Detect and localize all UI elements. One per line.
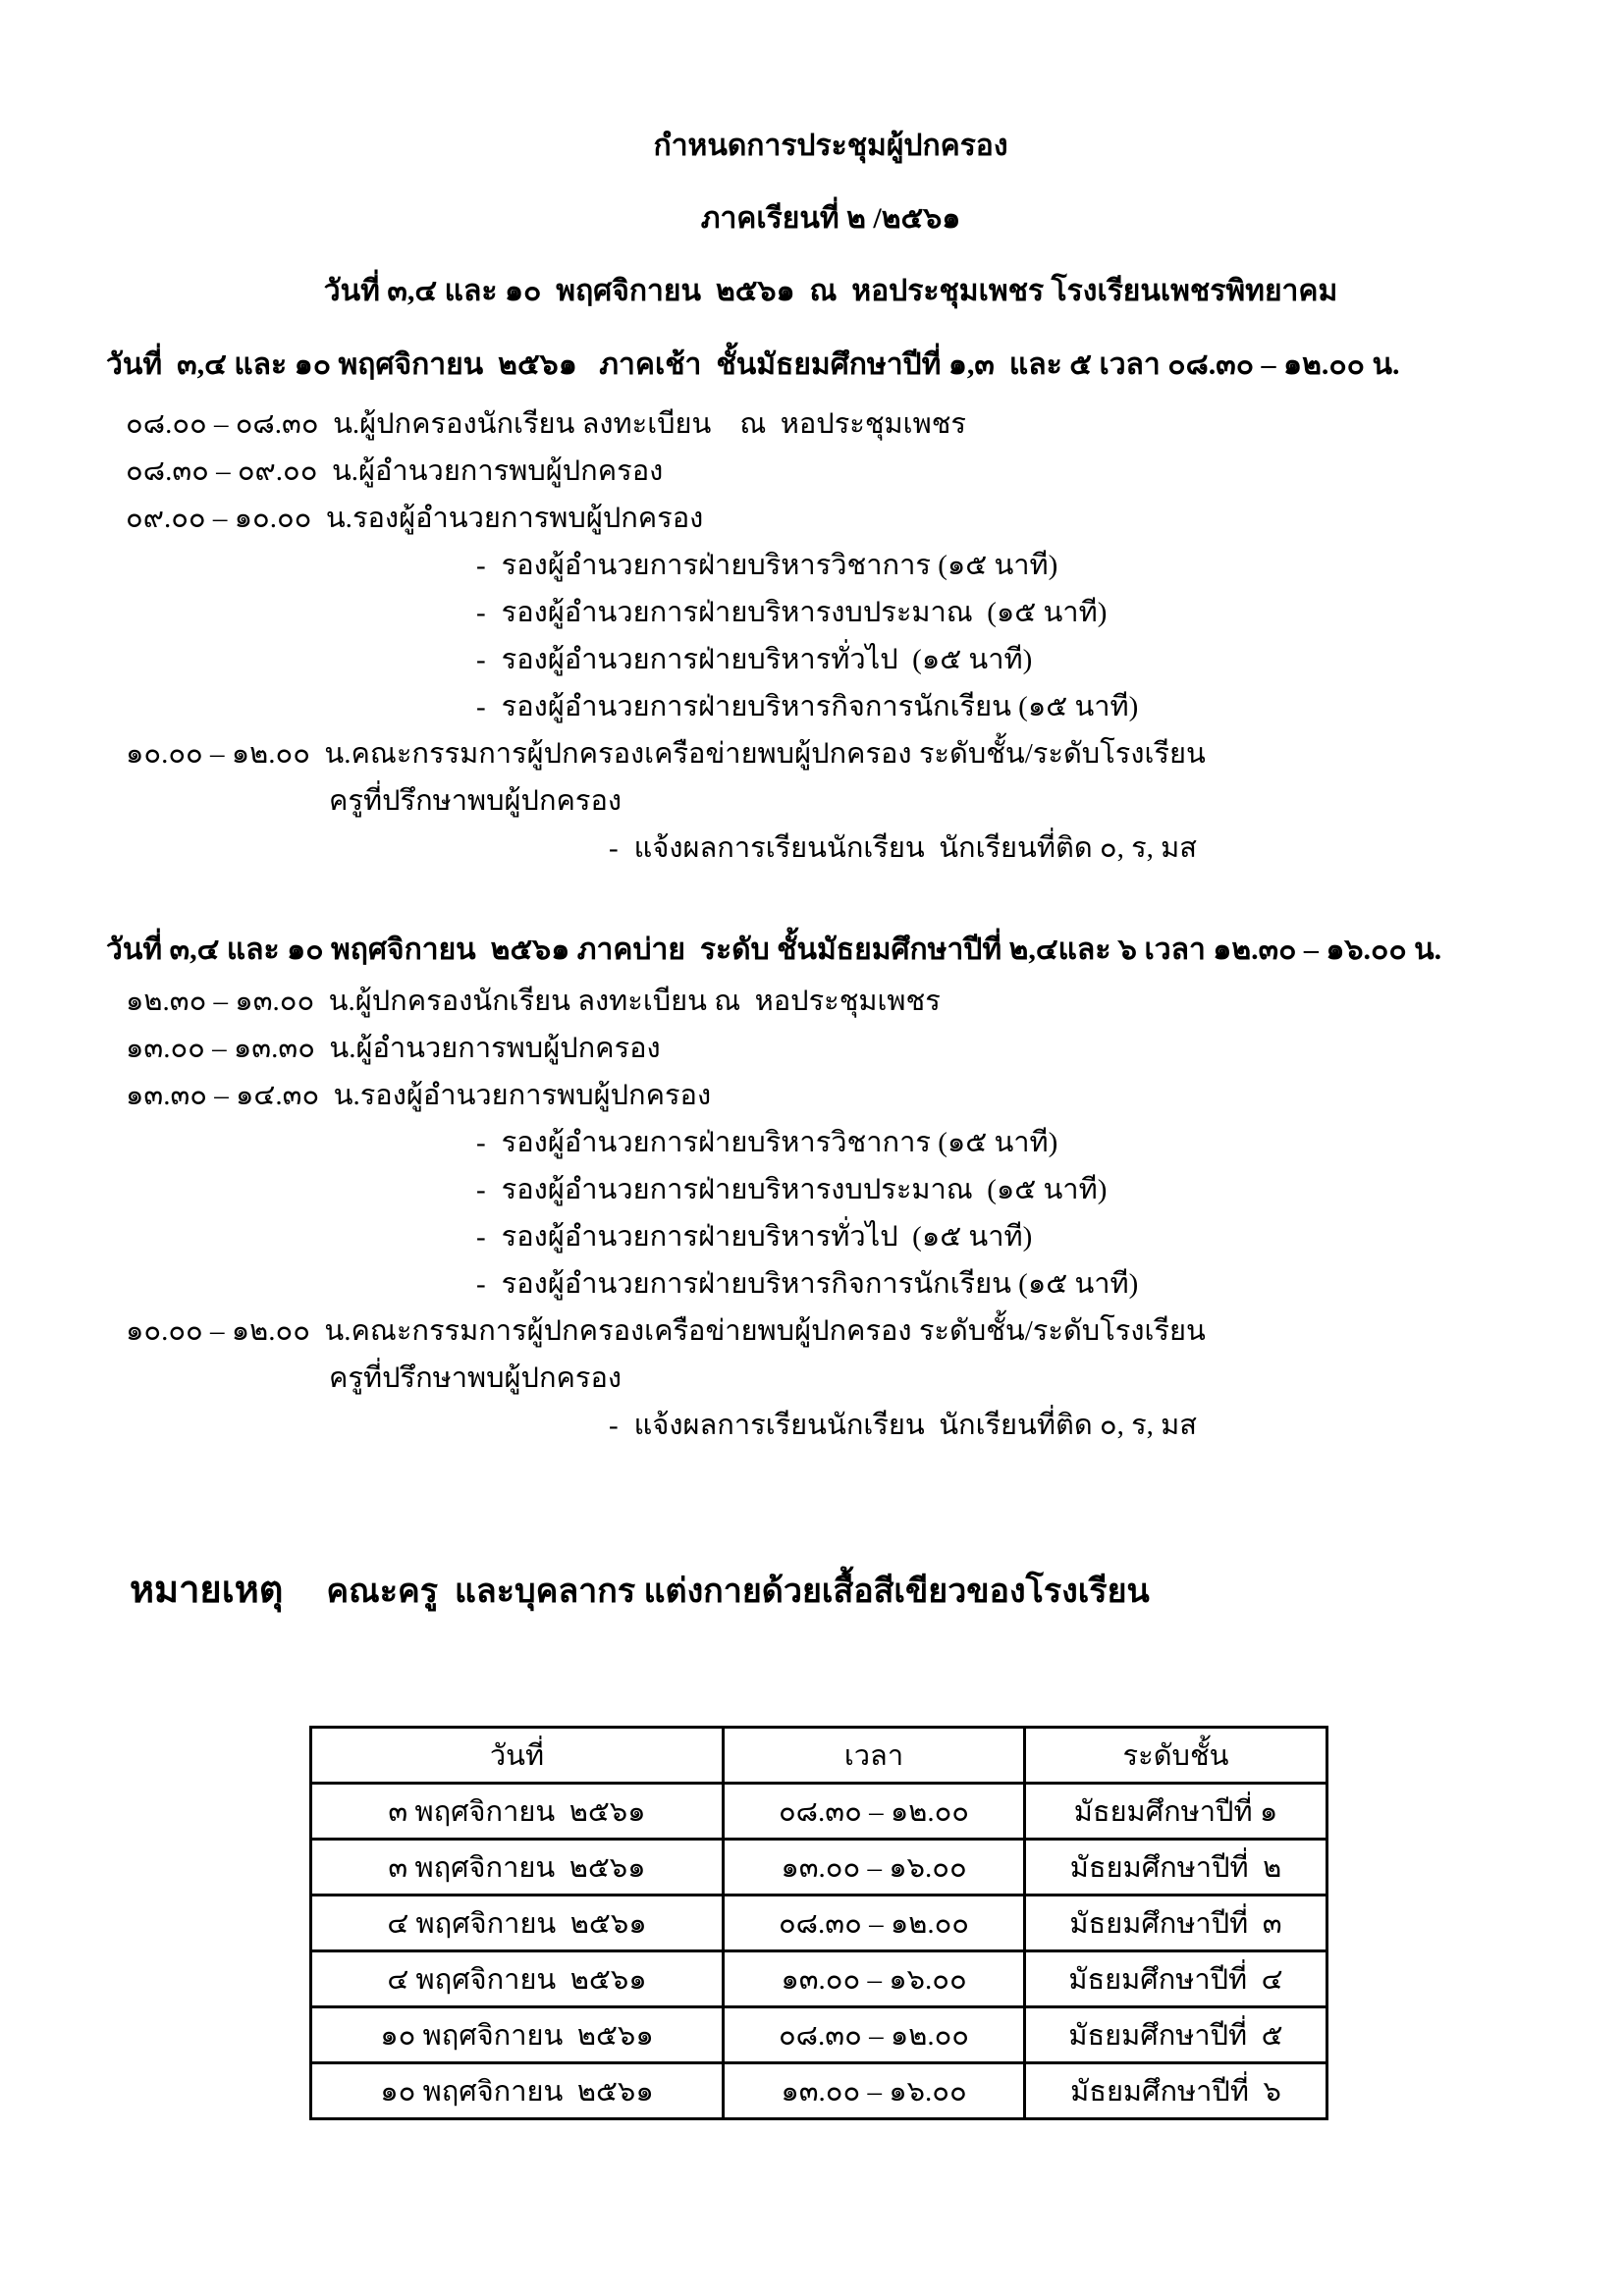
time-cell: ๑๐.๐๐ – ๑๒.๐๐ น.	[126, 738, 352, 770]
schedule-subitem	[609, 1402, 1555, 1449]
table-cell: ๔ พฤศจิกายน ๒๕๖๑	[311, 1951, 724, 2007]
schedule-subitem	[476, 636, 1555, 683]
section-heading: วันที่ ๓,๔ และ ๑๐ พฤศจิกายน ๒๕๖๑ ภาคเช้า ชั้นมัธยมศึกษาปีที่ ๑,๓ และ ๕ เวลา ๐๘.๓๐ – ๑๒.๐๐ น.	[106, 348, 1400, 381]
schedule-subitem	[476, 683, 1555, 730]
schedule-row	[106, 1308, 1555, 1355]
schedule-section	[106, 344, 1555, 872]
table-cell: ๑๓.๐๐ – ๑๖.๐๐	[724, 1951, 1025, 2007]
time-cell: ๐๘.๓๐ – ๐๙.๐๐ น.	[126, 455, 359, 487]
activity-cell: ผู้อำนวยการพบผู้ปกครอง	[358, 455, 664, 487]
schedule-subitem	[476, 542, 1555, 589]
subitem-text: รองผู้อำนวยการฝ่ายบริหารกิจการนักเรียน (๑๕ นาที)	[501, 691, 1139, 722]
dash-bullet: -	[476, 644, 486, 675]
table-cell: มัธยมศึกษาปีที่ ๓	[1025, 1896, 1327, 1951]
dash-bullet: -	[476, 1174, 486, 1205]
subitem-text: แจ้งผลการเรียนนักเรียน นักเรียนที่ติด ๐, ร, มส	[633, 832, 1198, 864]
table-cell: ๐๘.๓๐ – ๑๒.๐๐	[724, 1896, 1025, 1951]
activity-cell: ผู้ปกครองนักเรียน ลงทะเบียน ณ หอประชุมเพชร	[359, 408, 966, 440]
schedule-table	[309, 1726, 1328, 2120]
table-row	[311, 1951, 1327, 2007]
note-line	[106, 1514, 1555, 1675]
schedule-row	[106, 730, 1555, 777]
table-cell: ๓ พฤศจิกายน ๒๕๖๑	[311, 1840, 724, 1896]
schedule-row	[106, 1072, 1555, 1119]
schedule-item	[106, 495, 1555, 730]
schedule-sections	[106, 344, 1555, 1449]
subitem-text: รองผู้อำนวยการฝ่ายบริหารทั่วไป (๑๕ นาที)	[501, 1221, 1033, 1253]
table-row	[311, 1840, 1327, 1896]
subitem-text: รองผู้อำนวยการฝ่ายบริหารทั่วไป (๑๕ นาที)	[501, 644, 1033, 675]
dash-bullet: -	[476, 597, 486, 628]
note-label: หมายเหตุ	[130, 1570, 284, 1611]
table-cell: มัธยมศึกษาปีที่ ๒	[1025, 1840, 1327, 1896]
document-term-line: ภาคเรียนที่ ๒ /๒๕๖๑	[700, 202, 961, 235]
note-text: คณะครู และบุคลากร แต่งกายด้วยเสื้อสีเขียวของโรงเรียน	[326, 1574, 1150, 1610]
table-cell: ๑๓.๐๐ – ๑๖.๐๐	[724, 1840, 1025, 1896]
table-header-row	[311, 1728, 1327, 1784]
schedule-row	[106, 400, 1555, 448]
dash-bullet: -	[609, 832, 619, 864]
table-cell: ๑๓.๐๐ – ๑๖.๐๐	[724, 2063, 1025, 2119]
table-cell: ๑๐ พฤศจิกายน ๒๕๖๑	[311, 2007, 724, 2063]
time-cell: ๐๘.๐๐ – ๐๘.๓๐ น.	[126, 408, 360, 440]
activity-cell: ผู้อำนวยการพบผู้ปกครอง	[355, 1033, 661, 1064]
schedule-row	[106, 1025, 1555, 1072]
subitem-text: รองผู้อำนวยการฝ่ายบริหารวิชาการ (๑๕ นาที)	[501, 1127, 1058, 1158]
table-cell: มัธยมศึกษาปีที่ ๔	[1025, 1951, 1327, 2007]
time-cell: ๑๓.๓๐ – ๑๔.๓๐ น.	[126, 1080, 360, 1111]
subitem-text: รองผู้อำนวยการฝ่ายบริหารวิชาการ (๑๕ นาที)	[501, 550, 1058, 581]
subitem-text: แจ้งผลการเรียนนักเรียน นักเรียนที่ติด ๐, ร, มส	[633, 1410, 1198, 1441]
table-row	[311, 2007, 1327, 2063]
schedule-subitem	[476, 1166, 1555, 1213]
schedule-item	[106, 400, 1555, 448]
table-cell: มัธยมศึกษาปีที่ ๕	[1025, 2007, 1327, 2063]
dash-bullet: -	[609, 1410, 619, 1441]
table-cell: มัธยมศึกษาปีที่ ๑	[1025, 1784, 1327, 1840]
dash-bullet: -	[476, 1268, 486, 1300]
subitem-text: รองผู้อำนวยการฝ่ายบริหารกิจการนักเรียน (๑๕ นาที)	[501, 1268, 1139, 1300]
subitem-text: รองผู้อำนวยการฝ่ายบริหารงบประมาณ (๑๕ นาที)	[501, 597, 1108, 628]
activity-second-line: ครูที่ปรึกษาพบผู้ปกครอง	[329, 1362, 623, 1394]
table-cell: ๐๘.๓๐ – ๑๒.๐๐	[724, 2007, 1025, 2063]
dash-bullet: -	[476, 1221, 486, 1253]
activity-cell: รองผู้อำนวยการพบผู้ปกครอง	[352, 503, 704, 534]
table-row	[311, 2063, 1327, 2119]
table-row	[311, 1784, 1327, 1840]
activity-cell: คณะกรรมการผู้ปกครองเครือข่ายพบผู้ปกครอง ระดับชั้น/ระดับโรงเรียน	[351, 1315, 1206, 1347]
dash-bullet: -	[476, 550, 486, 581]
table-cell: ๓ พฤศจิกายน ๒๕๖๑	[311, 1784, 724, 1840]
document-title: กำหนดการประชุมผู้ปกครอง	[653, 130, 1008, 162]
schedule-item	[106, 1308, 1555, 1449]
schedule-item	[106, 1025, 1555, 1072]
schedule-item	[106, 1072, 1555, 1308]
schedule-subitem	[476, 1213, 1555, 1260]
table-header-cell: เวลา	[724, 1728, 1025, 1784]
subitem-text: รองผู้อำนวยการฝ่ายบริหารงบประมาณ (๑๕ นาที)	[501, 1174, 1108, 1205]
time-cell: ๑๐.๐๐ – ๑๒.๐๐ น.	[126, 1315, 352, 1347]
section-heading: วันที่ ๓,๔ และ ๑๐ พฤศจิกายน ๒๕๖๑ ภาคบ่าย ระดับ ชั้นมัธยมศึกษาปีที่ ๒,๔และ ๖ เวลา ๑๒.๓๐ – ๑๖.๐๐ น.	[106, 934, 1442, 966]
activity-cell: ผู้ปกครองนักเรียน ลงทะเบียน ณ หอประชุมเพชร	[354, 986, 941, 1017]
activity-cell: คณะกรรมการผู้ปกครองเครือข่ายพบผู้ปกครอง ระดับชั้น/ระดับโรงเรียน	[351, 738, 1206, 770]
table-cell: มัธยมศึกษาปีที่ ๖	[1025, 2063, 1327, 2119]
dash-bullet: -	[476, 691, 486, 722]
schedule-subitem	[609, 825, 1555, 872]
table-header-cell: ระดับชั้น	[1025, 1728, 1327, 1784]
schedule-row	[106, 448, 1555, 495]
table-cell: ๔ พฤศจิกายน ๒๕๖๑	[311, 1896, 724, 1951]
schedule-subitem	[476, 589, 1555, 636]
document-date-line: วันที่ ๓,๔ และ ๑๐ พฤศจิกายน ๒๕๖๑ ณ หอประชุมเพชร โรงเรียนเพชรพิทยาคม	[323, 275, 1338, 307]
table-row	[311, 1896, 1327, 1951]
schedule-row	[106, 495, 1555, 542]
schedule-row	[106, 978, 1555, 1025]
activity-cell: รองผู้อำนวยการพบผู้ปกครอง	[359, 1080, 712, 1111]
schedule-item	[106, 448, 1555, 495]
time-cell: ๑๒.๓๐ – ๑๓.๐๐ น.	[126, 986, 355, 1017]
table-cell: ๑๐ พฤศจิกายน ๒๕๖๑	[311, 2063, 724, 2119]
table-cell: ๐๘.๓๐ – ๑๒.๐๐	[724, 1784, 1025, 1840]
dash-bullet: -	[476, 1127, 486, 1158]
table-header-cell: วันที่	[311, 1728, 724, 1784]
time-cell: ๐๙.๐๐ – ๑๐.๐๐ น.	[126, 503, 352, 534]
schedule-subitem	[476, 1119, 1555, 1166]
schedule-section	[106, 929, 1555, 1449]
schedule-subitem	[476, 1260, 1555, 1308]
schedule-item	[106, 730, 1555, 872]
schedule-item	[106, 978, 1555, 1025]
time-cell: ๑๓.๐๐ – ๑๓.๓๐ น.	[126, 1033, 356, 1064]
activity-second-line: ครูที่ปรึกษาพบผู้ปกครอง	[329, 785, 623, 817]
